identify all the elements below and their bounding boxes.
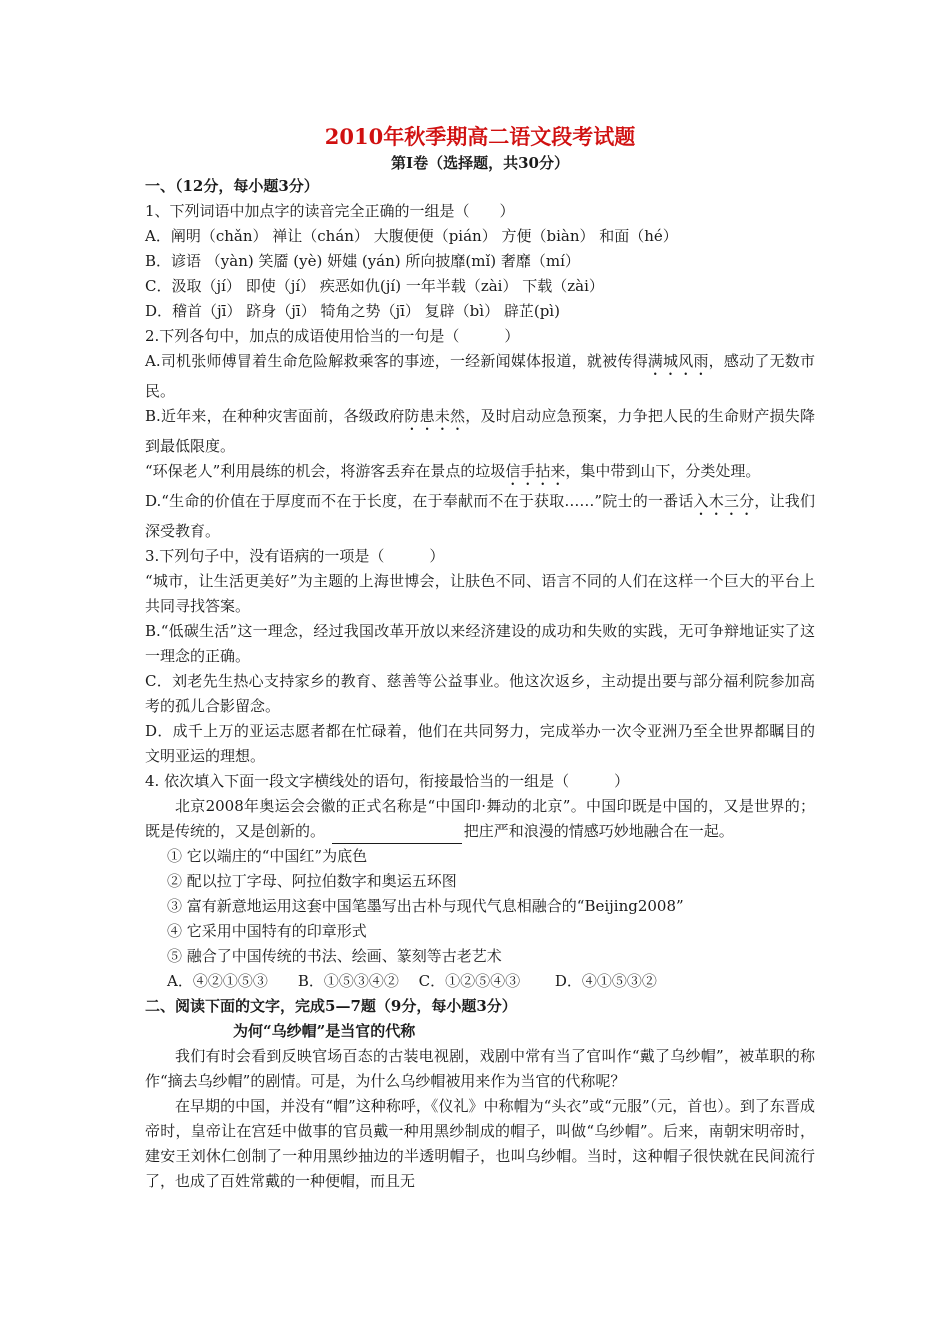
q2-idiom-d: 入木三分 bbox=[693, 492, 755, 510]
q1-option-c: C．汲取（jí） 即使（jí） 疾恶如仇(jí) 一年半载（zài） 下载（zài） bbox=[145, 277, 604, 295]
fill-blank-line bbox=[332, 826, 462, 844]
q4-item: ② 配以拉丁字母、阿拉伯数字和奥运五环图 bbox=[167, 872, 457, 890]
q3-stem: 3.下列句子中，没有语病的一项是（ ） bbox=[145, 547, 445, 565]
q3-option-b: B.“低碳生活”这一理念，经过我国改革开放以来经济建设的成功和失败的实践，无可争辩地证实了这一理念的正确。 bbox=[145, 622, 815, 665]
q2-option-b: B.近年来，在种种灾害面前，各级政府防患未然，及时启动应急预案，力争把人民的生命财产损失降到最低限度。 bbox=[145, 407, 815, 455]
q4-item: ⑤ 融合了中国传统的书法、绘画、篆刻等古老艺术 bbox=[167, 947, 502, 965]
q4-item: ① 它以端庄的“中国红”为底色 bbox=[167, 847, 368, 865]
article-paragraph-1: 我们有时会看到反映官场百态的古装电视剧，戏剧中常有当了官叫作“戴了乌纱帽”，被革职的称作“摘去乌纱帽”的剧情。可是，为什么乌纱帽被用来作为当官的代称呢？ bbox=[145, 1047, 815, 1090]
exam-page bbox=[145, 120, 815, 1194]
section-one-heading: 一、（12分，每小题3分） bbox=[145, 177, 319, 195]
q2-idiom-c: 信手拈来 bbox=[505, 462, 566, 480]
q1-option-d: D．稽首（jī） 跻身（jī） 犄角之势（jī） 复辟（bì） 辟芷(pì) bbox=[145, 302, 560, 320]
q2-idiom-a: 满城风雨 bbox=[647, 352, 709, 370]
q2-idiom-b: 防患未然 bbox=[404, 407, 466, 425]
q2-option-a: A.司机张师傅冒着生命危险解救乘客的事迹，一经新闻媒体报道，就被传得满城风雨，感动了无数市民。 bbox=[145, 352, 815, 400]
q4-passage: 北京2008年奥运会会徽的正式名称是“中国印·舞动的北京”。中国印既是中国的，又是世界的；既是传统的，又是创新的。 把庄严和浪漫的情感巧妙地融合在一起。 bbox=[145, 794, 815, 844]
q3-option-a: “城市，让生活更美好”为主题的上海世博会，让肤色不同、语言不同的人们在这样一个巨大的平台上共同寻找答案。 bbox=[145, 572, 815, 615]
q2-option-d: D.“生命的价值在于厚度而不在于长度，在于奉献而不在于获取……”院士的一番话入木三分，让我们深受教育。 bbox=[145, 492, 815, 540]
exam-subtitle: 第Ⅰ卷（选择题，共30分） bbox=[391, 154, 569, 172]
q2-stem: 2.下列各句中，加点的成语使用恰当的一句是（ ） bbox=[145, 327, 520, 345]
q3-option-c: C．刘老先生热心支持家乡的教育、慈善等公益事业。他这次返乡，主动提出要与部分福利院参加高考的孤儿合影留念。 bbox=[145, 672, 815, 715]
q4-answer-choices: A．④②①⑤③ B．①⑤③④② C．①②⑤④③ D．④①⑤③② bbox=[167, 972, 657, 990]
article-title: 为何“乌纱帽”是当官的代称 bbox=[233, 1022, 416, 1040]
q1-option-a: A．阐明（chǎn） 禅让（chán） 大腹便便（pián） 方便（biàn） 和面（hé） bbox=[145, 227, 678, 245]
q2-option-c: “环保老人”利用晨练的机会，将游客丢弃在景点的垃圾信手拈来，集中带到山下，分类处理。 bbox=[145, 462, 761, 480]
section-two-heading: 二、阅读下面的文字，完成5—7题（9分，每小题3分） bbox=[145, 997, 517, 1015]
q4-item: ③ 富有新意地运用这套中国笔墨写出古朴与现代气息相融合的“Beijing2008” bbox=[167, 897, 684, 915]
exam-title: 2010年秋季期高二语文段考试题 bbox=[324, 124, 636, 149]
article-paragraph-2: 在早期的中国，并没有“帽”这种称呼，《仪礼》中称帽为“头衣”或“元服”（元，首也）。到了东晋成帝时，皇帝让在宫廷中做事的官员戴一种用黑纱制成的帽子，叫做“乌纱帽”。后来，南朝宋明帝时，建安王刘休仁创制了一种用黑纱抽边的半透明帽子，也叫乌纱帽。当时，这种帽子很快就在民间流行了，也成了百姓常戴的一种便帽，而且无 bbox=[145, 1097, 815, 1190]
q4-item: ④ 它采用中国特有的印章形式 bbox=[167, 922, 367, 940]
q4-stem: 4. 依次填入下面一段文字横线处的语句，衔接最恰当的一组是（ ） bbox=[145, 772, 630, 790]
q1-stem: 1、下列词语中加点字的读音完全正确的一组是（ ） bbox=[145, 202, 515, 220]
q1-option-b: B．谚语 （yàn) 笑靥 (yè) 妍媸 (yán) 所向披靡(mǐ) 奢靡（mí） bbox=[145, 252, 580, 270]
q3-option-d: D．成千上万的亚运志愿者都在忙碌着，他们在共同努力，完成举办一次令亚洲乃至全世界都瞩目的文明亚运的理想。 bbox=[145, 722, 815, 765]
